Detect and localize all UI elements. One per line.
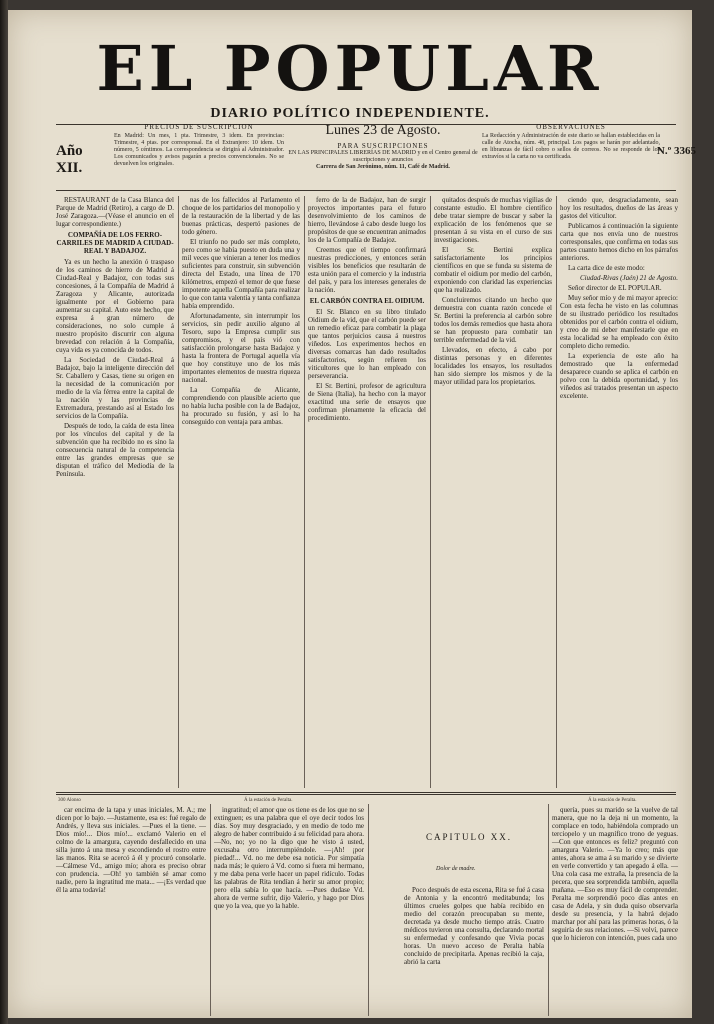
article-paragraph: El Sr. Blanco en su libro titulado Oidium de la vid, que el carbón puede ser un remedio eficaz para combatir la plaga que tantos perjuicios causa á nuestros viñedos. Los experimentos hechos en diversas comarcas han dado resultados satisfactorios, según refieren los viticultores que lo han empleado con perseverancia.: [308, 308, 426, 380]
column-divider: [304, 196, 305, 788]
serial-text: quería, pues su marido se la vuelve de tal manera, que no la deja ni un momento, la complace en todo, habiéndola comprado un terciopelo y un magnífico trono de yeguas. —Con que entonces es feliz? preguntó con amargura Valerio. —Ya lo creo; más que antes, ahora se ama á su marido y se divierte en verle convertido y tan apegado á ella. —Una cola casa me extraña, la presencia de la pecera, que sea sorprendida también, aquella mañana. —Eso es muy fácil de comprender. Peralta me sorprendió poco días antes en casa de Adela, y sin duda quiso observarla desde su presencia, y la habrá dejado marchar por ahí para las primeras horas, ó la seguiría de sus relaciones. —Si volví, parece que lo hicieron con intención, pues cada uno: [552, 806, 678, 942]
header-bottom-rule: [56, 190, 676, 191]
subscriptions-title: PARA SUSCRIPCIONES: [337, 142, 429, 150]
article-paragraph: El triunfo no pudo ser más completo, pero como se había puesto en duda una y mil veces que vinieran a tener los medios suficientes para construir, sin subvención directa del Estado, una línea de 170 kilómetros, empezó el temor de que fuese impotente aquella Compañía para realizar lo que con tanta valentía y tanta confianza había emprendido.: [182, 238, 300, 310]
column-divider: [368, 804, 369, 1016]
subscriptions-text: EN LAS PRINCIPALES LIBRERÍAS DE MADRID y en el Centro general de suscripciones y anuncios: [288, 150, 478, 163]
serial-text: Poco después de esta escena, Rita se fué á casa de Antonia y la encontró meditabunda; los últimos crueles golpes que había recibido en medio del corazón preocupaban su mente, decretada ya desde mucho tiempo atrás. Cuatro médicos tuvieron una consulta, declarando mortal su enfermedad y confesando que Vivia pocas horas. Un nuevo acceso de Peralta había concluido de precipitarla. Apenas recibió la caja, abrió la carta: [404, 886, 544, 966]
serial-column-1: [56, 806, 206, 1016]
column-5: [560, 196, 678, 788]
serial-top-rule: [56, 792, 676, 793]
observations-title: OBSERVACIONES: [536, 123, 606, 131]
article-paragraph: Llevados, en efecto, á cabo por distintas personas y en diferentes localidades los ensayos, los resultados han sido siempre los mismos y de la mayor utilidad para los propietarios.: [434, 346, 552, 386]
letter-salutation: Señor director de EL POPULAR.: [568, 284, 662, 292]
serial-text: ingratitud; el amor que os tiene es de los que no se extinguen; es una palabra que el oye decir todos los días. Soy muy desgraciado, y en medio de todo me alegro de haber contribuido á su felicidad para ahora. —No, no; yo no la digo que he visto á usted, excusaba otro interrumpiéndole. —¡Ah! ¡por piedad!... Vd. no me debe esa noticia. Por simpatía nada más; le quiero á Vd. como si fuera mi hermano, y me daba pena verle hacer un papel ridículo. Todas las palabras de Rita tendían á herir su amor propio; pero ella sabía lo que hacía. —Pues dudase Vd. ahora de verme sufrir, dijo Valerio, y hago por Dios que yo la vea, que yo la hable.: [214, 806, 364, 910]
date-block: [288, 123, 478, 171]
year-label: Año XII.: [56, 143, 83, 176]
article-paragraph: La Compañía de Alicante, comprendiendo con plausible acierto que no había lucha posible con la de Badajoz, ha procurado su fusión, y así lo ha conseguido con ventaja para ambas.: [182, 386, 300, 426]
column-2: [182, 196, 300, 788]
article-paragraph: ciendo que, desgraciadamente, sean hoy los resultados, dueños de las áreas y gastos del viticultor.: [560, 196, 678, 220]
header-bar: [56, 123, 696, 189]
serial-column-2: [214, 806, 364, 1016]
article-paragraph: Afortunadamente, sin interrumpir los servicios, sin pedir auxilio alguno al Tesoro, supo la Empresa cumplir sus compromisos, y el país vió con satisfacción prolongarse hasta Badajoz y hasta la frontera de Portugal aquella vía que hoy constituye uno de los más importantes elementos de nuestra riqueza nacional.: [182, 312, 300, 384]
serial-column-4: [552, 806, 678, 1016]
office-address: Carrera de San Jerónimo, núm. 11, Café de Madrid.: [316, 164, 450, 170]
article-paragraph: nas de los fallecidos al Parlamento el choque de los partidarios del monopolio y de la restauración de la libertad y de las buenas prácticas, despertó pasiones de todo género.: [182, 196, 300, 236]
column-divider: [178, 196, 179, 788]
article-paragraph: La Sociedad de Ciudad-Real á Badajoz, bajo la inteligente dirección del Sr. Caballero y Casas, tiene su origen en la necesidad de la comunicación por medio de la vía férrea entre la capital de la nación y las provincias de Extremadura, prestando así al Estado los servicios de la Compañía.: [56, 356, 174, 420]
article-paragraph: quitados después de muchas vigilias de constante estudio. El hombre científico debe tratar siempre de buscar y saber la explicación de los fenómenos que se presentan á su vista en el curso de sus investigaciones.: [434, 196, 552, 244]
article-paragraph: Creemos que el tiempo confirmará nuestras predicciones, y entonces serán visibles los beneficios que resultarán de esta unión para el comercio y la industria del país, y para los intereses generales de la nación.: [308, 246, 426, 294]
article-paragraph: Muy señor mío y de mi mayor aprecio: Con esta fecha he visto en las columnas de su ilustrado periódico los resultados obtenidos por el carbón contra el oidium, y creo de mi deber manifestarle que en esta localidad se ha empleado con éxito completo dicho remedio.: [560, 294, 678, 350]
issue-date: Lunes 23 de Agosto.: [325, 123, 441, 138]
newspaper-page: [8, 10, 696, 1018]
article-heading-oidium: EL CARBÓN CONTRA EL OIDIUM.: [309, 297, 425, 305]
chapter-title: CAPITULO XX.: [426, 832, 512, 842]
masthead-subtitle: DIARIO POLÍTICO INDEPENDIENTE.: [210, 106, 490, 121]
serial-text: car encima de la tapa y unas iniciales, M. A.; me dicen por lo bajo. —Justamente, esa es: fué regalo de Andrés, y lleva sus iniciales. —Pues el la tiene. —Dios mío!... Dios mío!... exclamó Valerio en el colmo de la amargura, cayendo desfallecido en una silla junto á una mesa y escondiendo el rostro entre las manos. Rita se acercó á él y procuró consolarle. —Cálmese Vd., amigo mío; ahora es preciso obrar con prudencia. —Oh! yo también sé amar como nadie, pero la ingratitud me mata... —¡Es verdad que él la ama todavía!: [56, 806, 206, 894]
article-paragraph: Después de todo, la caída de esta línea por los vínculos del capital y de la subvención que ha recibido no es sino la consecuencia natural de la competencia entre las grandes empresas que se disputan el tráfico del Mediodía de la Península.: [56, 422, 174, 478]
subscription-text: En Madrid: Un mes, 1 pta. Trimestre, 3 idem. En provincias: Trimestre, 4 ptas. por corresponsal. En el Extranjero: 10 idem. Un número, 5 céntimos. La correspondencia se dirigirá al Administrador. Los comunicados y avisos pagarán a precios convencionales. No se devuelven los originales.: [114, 133, 284, 167]
letter-heading: La carta dice de este modo:: [568, 264, 645, 272]
serial-top-rule-double: [56, 794, 676, 795]
article-paragraph: Ya es un hecho la anexión ó traspaso de los caminos de hierro de Madrid á Ciudad-Real y Badajoz, con todas sus concesiones, á la Compañía de Madrid á Zaragoza y Alicante, autorizada igualmente por el Gobierno para aumentar su capital. Auto este hecho, que expresa á gran número de consideraciones, no solo cumple á nuestro propósito discurrir con alguna brevedad con relación á la Compañía, cuya vida es ya conocida de todos.: [56, 258, 174, 354]
subscription-title: PRECIOS DE SUSCRIPCION: [144, 123, 254, 131]
article-heading-railway: COMPAÑÍA DE LOS FERRO-CARRILES DE MADRID A CIUDAD-REAL Y BADAJOZ.: [56, 231, 174, 255]
column-3: [308, 196, 426, 788]
column-divider: [548, 804, 549, 1016]
letter-place-date: Ciudad-Rivas (Jaén) 21 de Agosto.: [579, 274, 678, 282]
article-paragraph: El Sr. Bertini, profesor de agricultura de Siena (Italia), ha hecho con la mayor exactitud una serie de ensayos que confirman plenamente la eficacia del procedimiento.: [308, 382, 426, 422]
column-1: [56, 196, 174, 788]
column-4: [434, 196, 552, 788]
issue-number: N.º 3365: [656, 145, 696, 157]
masthead-title: EL POPULAR: [96, 32, 604, 105]
serial-folio-mid: Á la estación de Peralta.: [244, 798, 293, 803]
article-paragraph: ferro de la de Badajoz, han de surgir proyectos importantes para el futuro desenvolvimiento de los caminos de hierro, llevándose á cabo desde luego los propósitos de que se encuentran animados los de la Compañía de Badajoz.: [308, 196, 426, 244]
column-divider: [556, 196, 557, 788]
serial-folio-left: 300 Alonso: [58, 798, 81, 803]
observations-text: La Redacción y Administración de este diario se hallan establecidas en la calle de Atocha, núm. 48, principal. Los pagos se harán por adelantado, en libranzas de fácil cobro o sellos de correos. No se responde de los extravíos si la carta no va certificada.: [482, 133, 660, 160]
restaurant-notice: RESTAURANT de la Casa Blanca del Parque de Madrid (Retiro), a cargo de D. José Zaragoza.—(Véase el anuncio en el lugar correspondiente.): [56, 196, 174, 228]
chapter-subtitle: Dolor de madre.: [436, 866, 476, 872]
serial-column-3: [404, 886, 544, 1016]
article-paragraph: La experiencia de este año ha demostrado que la enfermedad desaparece cuando se aplica el carbón en polvo con la debida oportunidad, y los viñedos así tratados presentan un aspecto excelente.: [560, 352, 678, 400]
subscription-prices: [114, 123, 284, 168]
article-paragraph: Concluiremos citando un hecho que demuestra con cuanta razón concede el Sr. Bertini la preferencia al carbón sobre todos los demás remedios que hasta ahora se han propuesto para combatir tan terrible enfermedad de la vid.: [434, 296, 552, 344]
binding-spine: [0, 0, 8, 1024]
article-paragraph: El Sr. Bertini explica satisfactoriamente los principios científicos en que se funda su sistema de combatir el oidium por medio del carbón, exponiendo con claridad las experiencias que ha realizado.: [434, 246, 552, 294]
column-divider: [430, 196, 431, 788]
column-divider: [210, 804, 211, 1016]
article-paragraph: Publicamos á continuación la siguiente carta que nos envía uno de nuestros corresponsales, que confirma en todas sus partes cuanto hemos dicho en los párrafos anteriores.: [560, 222, 678, 262]
serial-folio-right: Á la estación de Peralta.: [588, 798, 637, 803]
observations-block: [482, 123, 660, 161]
